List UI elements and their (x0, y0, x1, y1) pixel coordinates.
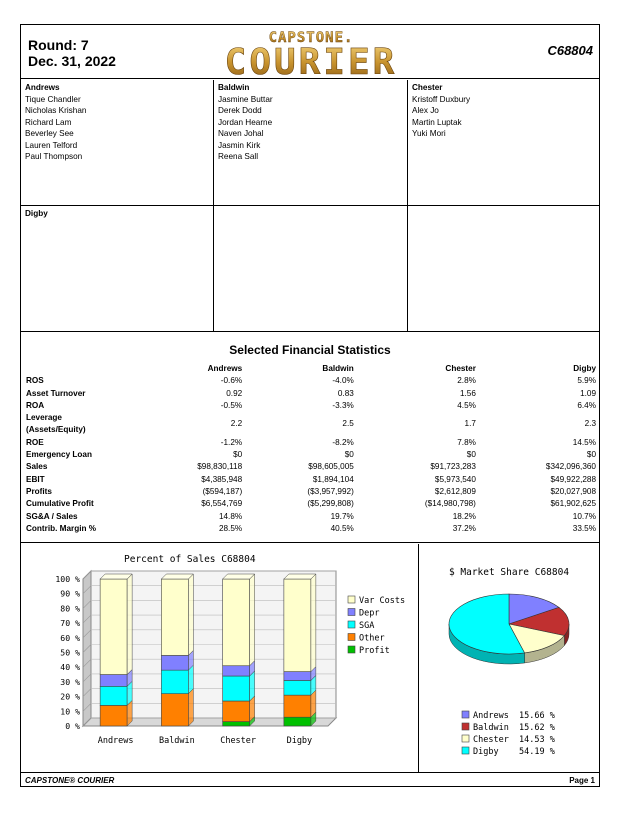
bar-segment-var-costs (223, 579, 250, 666)
y-tick-label: 80 % (60, 603, 80, 614)
bar-segment-side (127, 574, 132, 675)
row-label: SG&A / Sales (26, 511, 78, 521)
table-cell: 40.5% (330, 523, 354, 533)
round-label: Round: 7 (28, 37, 89, 53)
table-cell: $2,612,809 (434, 486, 476, 496)
y-tick-label: 70 % (60, 618, 80, 629)
table-cell: 1.7 (464, 419, 476, 429)
table-row (25, 498, 597, 510)
table-header-row (25, 363, 597, 375)
table-cell: $0 (344, 450, 354, 460)
y-tick-label: 100 % (55, 574, 80, 584)
table-row (25, 388, 597, 400)
table-cell: $91,723,283 (430, 462, 476, 472)
team-name: Andrews (25, 83, 60, 92)
row-label: Contrib. Margin % (26, 523, 97, 533)
legend-swatch (348, 646, 355, 653)
team-name: Chester (412, 83, 443, 92)
bar-segment-other (100, 705, 127, 726)
bar-segment-side (188, 574, 193, 655)
legend-label: Chester (473, 735, 509, 745)
financial-stats-section (21, 333, 599, 543)
legend-swatch (348, 634, 355, 641)
bar-segment-sga (161, 670, 188, 694)
column-header: Baldwin (322, 364, 354, 373)
y-tick-label: 50 % (60, 647, 80, 658)
table-header-blank (25, 363, 135, 375)
table-row (25, 461, 597, 473)
x-tick-label: Digby (286, 736, 313, 746)
y-tick-label: 60 % (60, 632, 80, 643)
table-cell: 2.3 (584, 419, 596, 429)
table-cell: 1.09 (580, 388, 596, 398)
legend-label: Other (359, 633, 385, 644)
legend-swatch (348, 596, 355, 603)
legend-label: Digby (473, 747, 499, 757)
legend-label: Depr (359, 608, 380, 619)
table-cell: $98,830,118 (197, 462, 243, 472)
row-label: EBIT (26, 474, 45, 484)
team-cell-chester (408, 80, 599, 206)
y-tick-label: 40 % (60, 662, 80, 673)
team-member: Paul Thompson (25, 152, 83, 161)
y-tick-label: 20 % (60, 691, 80, 702)
row-label: ROE (26, 437, 44, 447)
table-cell: 14.5% (572, 437, 596, 447)
team-cell-digby (21, 206, 214, 332)
table-row (25, 400, 597, 412)
legend-label: SGA (359, 621, 375, 631)
page-number: Page 1 (569, 776, 595, 785)
legend-value: 15.66 % (519, 711, 555, 721)
table-cell: $6,554,769 (201, 499, 243, 509)
table-cell: 19.7% (330, 511, 354, 521)
table-cell: 6.4% (577, 400, 596, 410)
percent-of-sales-chart (21, 544, 418, 772)
team-name: Baldwin (218, 83, 250, 92)
table-cell: -3.3% (332, 400, 354, 410)
table-cell: 10.7% (572, 511, 596, 521)
bar-segment-other (161, 694, 188, 726)
legend-value: 14.53 % (519, 735, 555, 745)
y-tick-label: 90 % (60, 588, 80, 599)
table-row (25, 449, 597, 461)
table-cell: $0 (466, 450, 476, 460)
chart-title: Percent of Sales C68804 (124, 554, 256, 565)
table-cell: $4,385,948 (201, 474, 243, 484)
table-cell: -4.0% (332, 376, 354, 386)
column-header: Andrews (207, 364, 243, 373)
legend-swatch (462, 735, 469, 742)
team-member: Martin Luptak (412, 117, 462, 127)
legend-swatch (348, 609, 355, 616)
table-cell: 7.8% (457, 437, 476, 447)
bar-segment-side (250, 574, 255, 666)
table-cell: $20,027,908 (550, 486, 596, 496)
table-cell: -1.2% (220, 437, 243, 447)
industry-code: C68804 (547, 43, 593, 58)
legend-swatch (348, 621, 355, 628)
chart-title: $ Market Share C68804 (448, 567, 570, 578)
table-cell: 28.5% (218, 523, 243, 533)
svg-text:COURIER: COURIER (224, 42, 398, 77)
bar-segment-other (223, 701, 250, 722)
round-info (28, 37, 116, 69)
table-cell: 5.9% (577, 376, 596, 386)
table-cell: 2.2 (230, 419, 243, 429)
table-cell: $0 (233, 450, 243, 460)
bar-segment-depr (223, 666, 250, 676)
market-share-chart (420, 544, 599, 772)
team-member: Jasmin Kirk (218, 140, 261, 150)
table-cell: 0.92 (226, 388, 243, 398)
table-row (25, 486, 597, 498)
table-cell: ($14,980,798) (424, 499, 476, 509)
legend-label: Profit (359, 646, 390, 656)
table-cell: -0.5% (220, 400, 243, 410)
y-tick-label: 0 % (65, 721, 80, 731)
bar-segment-var-costs (100, 579, 127, 675)
team-member: Naven Johal (218, 129, 264, 138)
bar-segment-var-costs (284, 579, 311, 672)
table-cell: ($5,299,808) (307, 499, 354, 509)
financial-stats-table (25, 363, 597, 535)
report-date: Dec. 31, 2022 (28, 53, 116, 69)
legend-value: 54.19 % (519, 747, 555, 757)
bar-segment-profit (223, 722, 250, 726)
table-cell: $49,922,288 (550, 474, 596, 484)
team-member: Richard Lam (25, 117, 72, 127)
charts-section (21, 544, 599, 772)
table-cell: 33.5% (572, 523, 596, 533)
legend-swatch (462, 723, 469, 730)
row-label: Cumulative Profit (26, 499, 94, 509)
capstone-courier-logo (191, 27, 431, 77)
courier-page (20, 24, 600, 787)
bar-segment-side (311, 574, 316, 672)
team-cell-empty (214, 206, 408, 332)
bar-segment-sga (284, 680, 311, 695)
team-member: Kristoff Duxbury (412, 94, 471, 104)
bar-segment-depr (100, 675, 127, 687)
svg-text:CAPSTONE.: CAPSTONE. (268, 30, 354, 46)
team-member: Yuki Mori (412, 129, 446, 138)
team-member: Beverley See (25, 129, 74, 138)
legend-label: Var Costs (359, 596, 406, 606)
bar-top (100, 574, 132, 579)
table-row (25, 437, 597, 449)
bar-segment-var-costs (161, 579, 188, 655)
team-cell-andrews (21, 80, 214, 206)
table-cell: 4.5% (457, 400, 476, 410)
bar-segment-sga (100, 686, 127, 705)
x-tick-label: Baldwin (158, 736, 195, 746)
y-tick-label: 10 % (60, 706, 80, 717)
footer (21, 772, 599, 787)
row-label: Emergency Loan (26, 450, 92, 460)
table-row (25, 474, 597, 486)
legend-label: Andrews (473, 711, 509, 721)
team-member: Derek Dodd (218, 106, 262, 115)
table-row (25, 511, 597, 523)
team-member: Jordan Hearne (218, 117, 273, 127)
table-cell: 1.56 (459, 388, 476, 398)
market-share-panel (420, 544, 599, 772)
table-cell: -8.2% (332, 437, 354, 447)
x-tick-label: Andrews (97, 736, 134, 746)
row-label: Asset Turnover (26, 388, 86, 398)
team-cell-empty (408, 206, 599, 332)
y-tick-label: 30 % (60, 676, 80, 687)
table-cell: $342,096,360 (545, 462, 596, 472)
table-cell: -0.6% (220, 376, 243, 386)
team-cell-baldwin (214, 80, 408, 206)
table-cell: $98,605,005 (308, 462, 354, 472)
footer-brand: CAPSTONE® COURIER (25, 776, 115, 785)
table-cell: 2.8% (457, 376, 476, 386)
row-label: ROA (26, 400, 45, 410)
row-label: Leverage (Assets/Equity) (26, 413, 86, 435)
table-cell: 18.2% (452, 511, 476, 521)
percent-of-sales-panel (21, 544, 419, 772)
table-cell: $1,894,104 (312, 474, 354, 484)
team-member: Lauren Telford (25, 140, 78, 150)
table-row (25, 375, 597, 387)
team-name: Digby (25, 209, 48, 218)
row-label: ROS (26, 376, 44, 386)
team-members-grid (21, 80, 599, 332)
table-cell: 14.8% (218, 511, 243, 521)
legend-value: 15.62 % (519, 723, 555, 733)
legend-swatch (462, 747, 469, 754)
table-cell: $61,902,625 (550, 499, 596, 509)
table-cell: ($3,957,992) (307, 486, 354, 496)
column-header: Digby (573, 364, 596, 373)
header (21, 25, 599, 79)
bar-segment-depr (284, 672, 311, 681)
table-cell: 0.83 (337, 388, 354, 398)
bar-top (284, 574, 316, 579)
table-row (25, 412, 597, 437)
row-label: Sales (26, 462, 48, 472)
legend-swatch (462, 711, 469, 718)
row-label: Profits (26, 486, 52, 496)
team-member: Alex Jo (412, 106, 439, 115)
table-cell: 2.5 (342, 419, 354, 429)
bar-segment-sga (223, 676, 250, 701)
table-cell: $5,973,540 (434, 474, 476, 484)
legend-label: Baldwin (473, 723, 509, 733)
team-member: Nicholas Krishan (25, 106, 87, 115)
financial-stats-title: Selected Financial Statistics (229, 343, 391, 357)
bar-segment-other (284, 695, 311, 717)
table-cell: 37.2% (452, 523, 476, 533)
bar-segment-depr (161, 655, 188, 670)
team-member: Tique Chandler (25, 94, 81, 104)
table-cell: $0 (586, 450, 596, 460)
column-header: Chester (445, 364, 476, 373)
table-row (25, 523, 597, 535)
bar-top (223, 574, 255, 579)
team-member: Jasmine Buttar (218, 94, 273, 104)
team-member: Reena Sall (218, 152, 259, 161)
x-tick-label: Chester (220, 736, 257, 746)
table-cell: ($594,187) (202, 486, 243, 496)
bar-segment-side (188, 689, 193, 726)
bar-top (161, 574, 193, 579)
bar-segment-profit (284, 717, 311, 726)
